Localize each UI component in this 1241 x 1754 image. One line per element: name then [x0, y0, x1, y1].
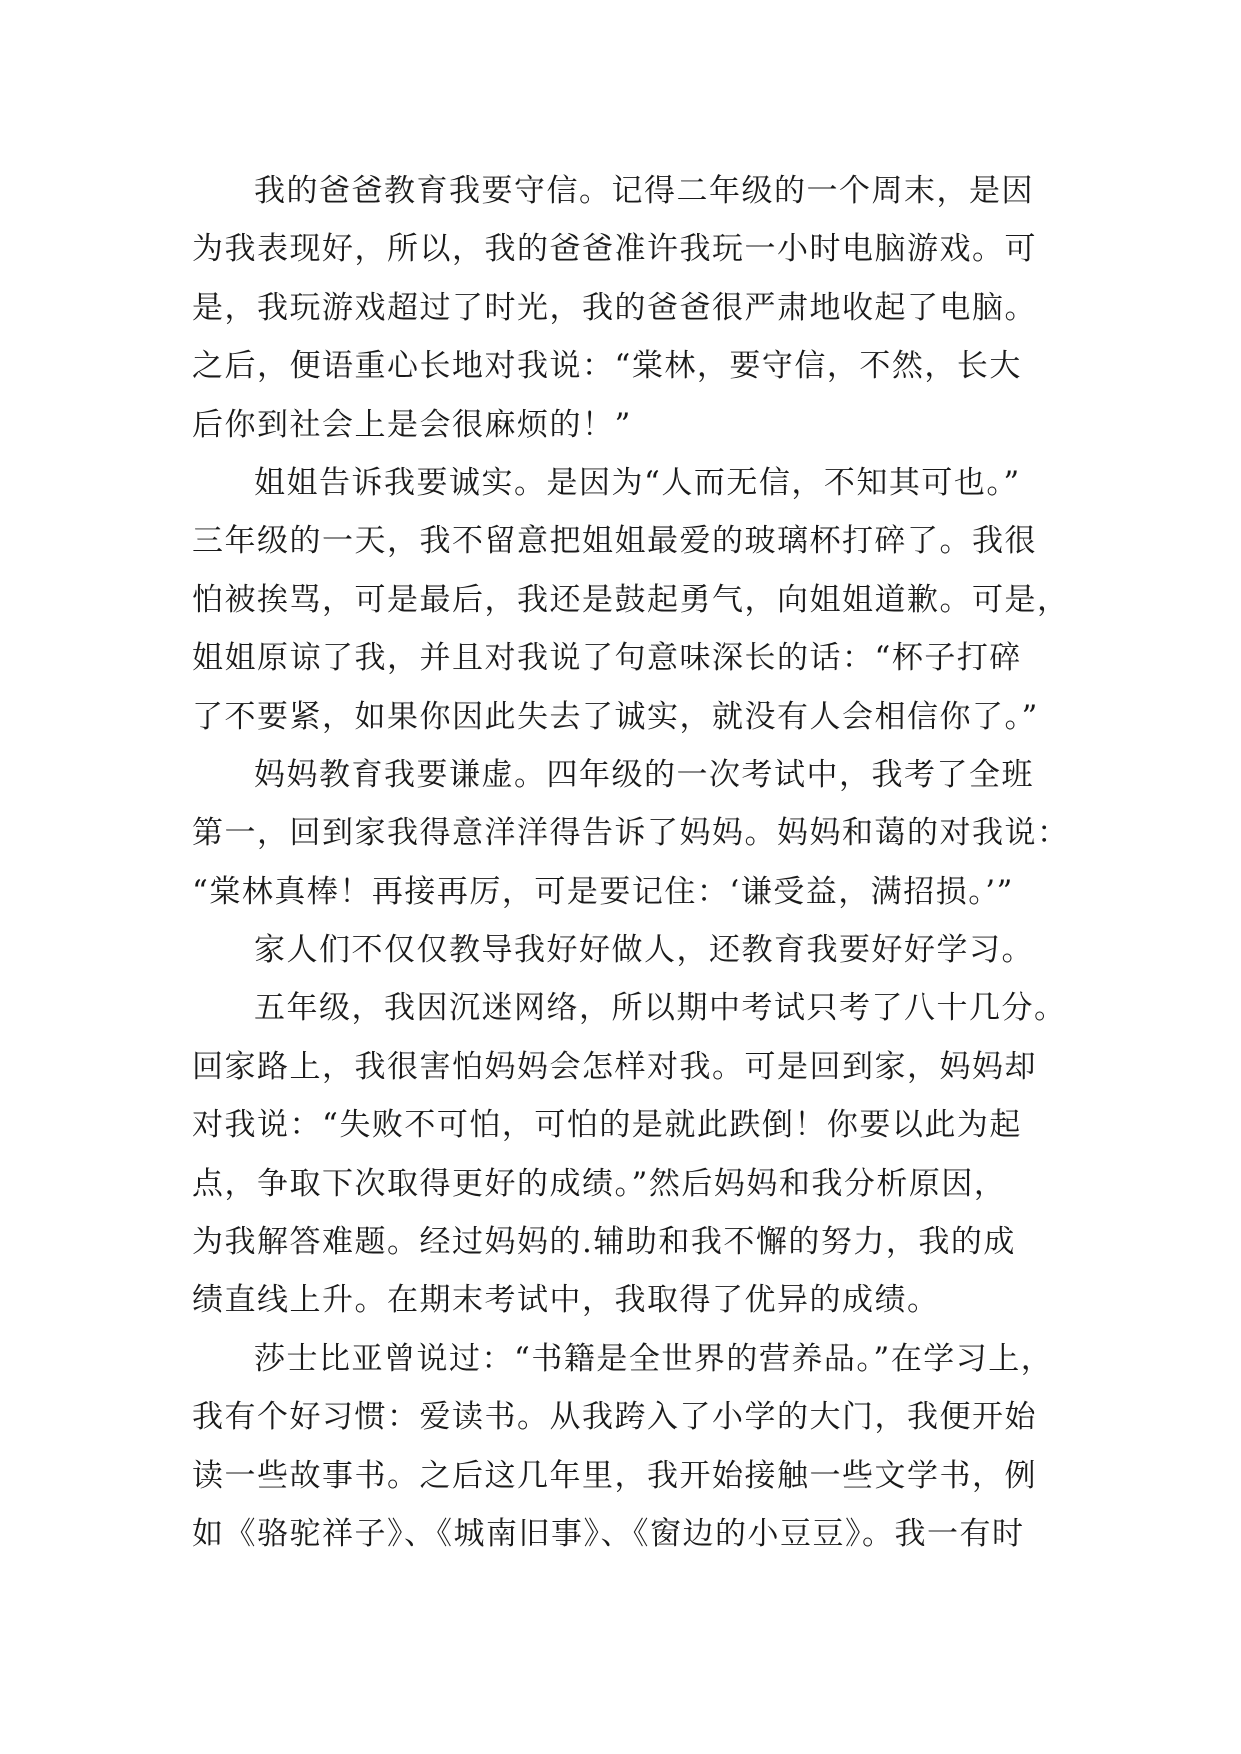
text-line: 之后，便语重心长地对我说：“棠林，要守信，不然，长大 [192, 348, 1022, 385]
text-line: 我有个好习惯：爱读书。从我跨入了小学的大门，我便开始 [192, 1399, 1037, 1436]
text-line: “棠林真棒！再接再厉，可是要记住：‘谦受益，满招损。’” [192, 873, 1014, 910]
text-line: 莎士比亚曾说过：“书籍是全世界的营养品。”在学习上， [254, 1340, 1054, 1377]
text-line: 对我说：“失败不可怕，可怕的是就此跌倒！你要以此为起 [192, 1107, 1022, 1144]
text-line: 五年级，我因沉迷网络，所以期中考试只考了八十几分。 [254, 990, 1067, 1027]
text-line: 为我解答难题。经过妈妈的.辅助和我不懈的努力，我的成 [192, 1224, 1016, 1261]
text-line: 妈妈教育我要谦虚。四年级的一次考试中，我考了全班 [254, 756, 1034, 793]
text-line: 读一些故事书。之后这几年里，我开始接触一些文学书，例 [192, 1457, 1037, 1494]
text-line: 姐姐原谅了我，并且对我说了句意味深长的话：“杯子打碎 [192, 640, 1022, 677]
text-line: 怕被挨骂，可是最后，我还是鼓起勇气，向姐姐道歉。可是， [192, 581, 1070, 618]
text-line: 点，争取下次取得更好的成绩。”然后妈妈和我分析原因， [192, 1165, 1007, 1202]
text-line: 绩直线上升。在期末考试中，我取得了优异的成绩。 [192, 1282, 940, 1319]
text-line: 是，我玩游戏超过了时光，我的爸爸很严肃地收起了电脑。 [192, 289, 1037, 326]
text-line: 第一，回到家我得意洋洋得告诉了妈妈。妈妈和蔼的对我说： [192, 815, 1070, 852]
text-line: 为我表现好，所以，我的爸爸准许我玩一小时电脑游戏。可 [192, 231, 1037, 268]
text-line: 了不要紧，如果你因此失去了诚实，就没有人会相信你了。” [192, 698, 1039, 735]
text-line: 姐姐告诉我要诚实。是因为“人而无信，不知其可也。” [254, 464, 1021, 501]
text-line: 回家路上，我很害怕妈妈会怎样对我。可是回到家，妈妈却 [192, 1048, 1037, 1085]
text-line: 如《骆驼祥子》、《城南旧事》、《窗边的小豆豆》。我一有时 [192, 1515, 1025, 1552]
text-line: 后你到社会上是会很麻烦的！” [192, 406, 632, 443]
text-line: 三年级的一天，我不留意把姐姐最爱的玻璃杯打碎了。我很 [192, 523, 1037, 560]
text-line: 我的爸爸教育我要守信。记得二年级的一个周末，是因 [254, 173, 1034, 209]
essay-text [192, 162, 1070, 1563]
text-line: 家人们不仅仅教导我好好做人，还教育我要好好学习。 [254, 932, 1034, 969]
